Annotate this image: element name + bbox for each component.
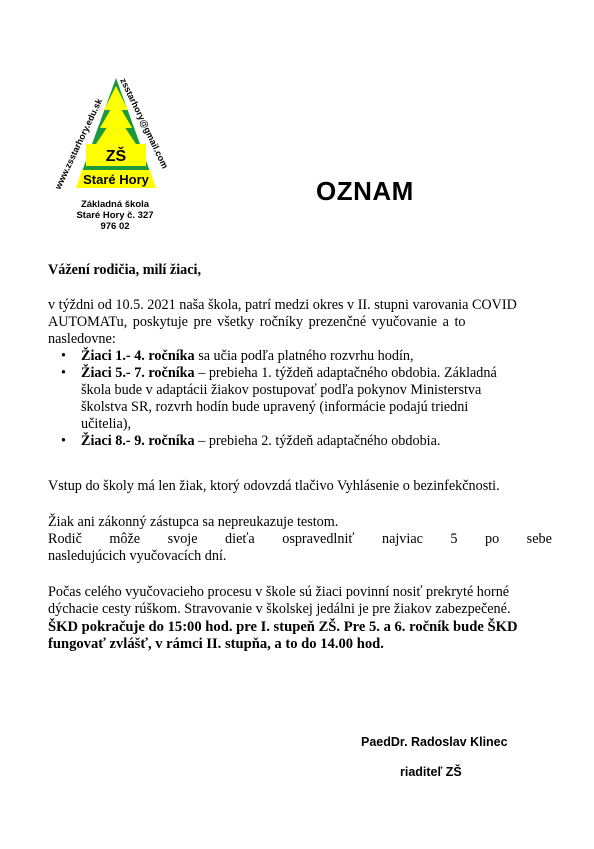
skd-line-2: fungovať zvlášť, v rámci II. stupňa, a to do 14.00 hod. [48,636,384,652]
list-item-text: učitelia), [81,416,132,432]
word: Rodič [48,531,82,547]
logo-name: Staré Hory [83,172,149,187]
intro-line-3: nasledovne: [48,331,116,347]
list-item-text: sa učia podľa platného rozvrhu hodín, [194,348,414,364]
skd-paragraph [48,619,552,653]
word: ospravedlniť [282,531,355,547]
logo-website: www.zsstarhory.edu.sk [52,96,105,191]
signature-name: PaedDr. Radoslav Klinec [361,735,508,749]
list-item-text: – prebieha 2. týždeň adaptačného obdobia. [194,433,441,449]
bullet-icon: • [61,433,66,449]
bullet-icon: • [61,365,66,381]
list-item-text: – prebieha 1. týždeň adaptačného obdobia. Základná [194,365,497,381]
bullet-icon: • [61,348,66,364]
testing-line-1: Žiak ani zákonný zástupca sa nepreukazuje testom. [48,514,339,530]
intro-line-1: v týždni od 10.5. 2021 naša škola, patrí medzi okres v II. stupni varovania COVID [48,297,517,313]
list-item-text: školstva SR, rozvrh hodín bude upravený (informácie podajú triedni [81,399,469,415]
list-item [48,348,552,365]
list-item [48,433,552,450]
intro-line-2: AUTOMATu, poskytuje pre všetky ročníky prezenčné vyučovanie a to [48,314,466,330]
testing-line-3: nasledujúcich vyučovacích dní. [48,548,227,564]
word: sebe [526,531,552,547]
word: po [485,531,500,547]
word: svoje [167,531,198,547]
signature-role: riaditeľ ZŠ [400,765,462,779]
word: môže [109,531,141,547]
skd-line-1: ŠKD pokračuje do 15:00 hod. pre I. stupeň ZŠ. Pre 5. a 6. ročník bude ŠKD [48,619,518,635]
list-item-bold: Žiaci 8.- 9. ročníka [81,433,195,449]
logo-address-line3: 976 02 [100,221,130,232]
word: 5 [450,531,458,547]
word: najviac [381,531,423,547]
list-item [48,365,552,433]
intro-paragraph [48,297,552,348]
logo-address-line1: Základná škola [80,199,150,210]
logo-email: zsstarhory@gmail.com [118,76,171,171]
testing-line-2 [48,531,552,548]
list-item-bold: Žiaci 5.- 7. ročníka [81,365,195,381]
grade-list [48,348,552,450]
masks-paragraph [48,584,552,618]
testing-paragraph [48,514,552,565]
masks-line-1: Počas celého vyučovacieho procesu v škole sú žiaci povinní nosiť prekryté horné [48,584,510,600]
logo-abbr: ZŠ [105,148,127,165]
list-item-bold: Žiaci 1.- 4. ročníka [81,348,195,364]
page-title: OZNAM [316,176,414,206]
list-item-text: škola bude v adaptácii žiakov postupovať podľa pokynov Ministerstva [81,382,482,398]
word: dieťa [225,531,255,547]
logo-address-line2: Staré Hory č. 327 [76,210,154,221]
masks-line-2: dýchacie cesty rúškom. Stravovanie v školskej jedálni je pre žiakov zabezpečené. [48,601,511,617]
greeting: Vážení rodičia, milí žiaci, [48,262,202,278]
entry-rule: Vstup do školy má len žiak, ktorý odovzdá tlačivo Vyhlásenie o bezinfekčnosti. [48,478,500,494]
